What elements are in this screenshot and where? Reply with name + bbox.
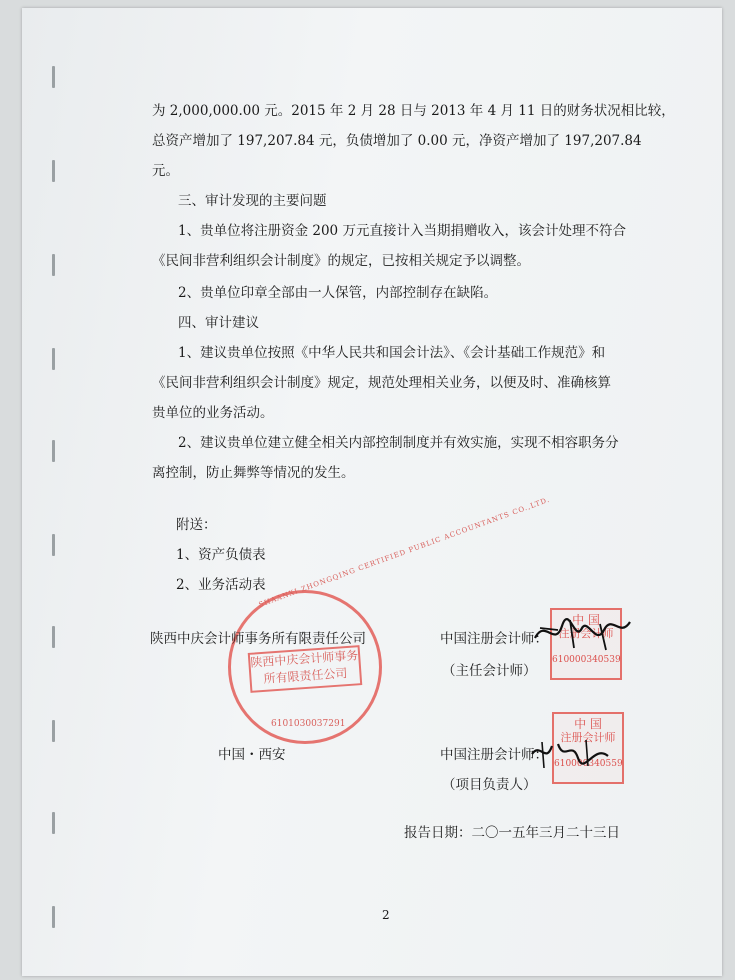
- cpa2-role: （项目负责人）: [442, 777, 537, 793]
- cpa2-seal-number: 610000340559: [554, 759, 623, 769]
- binder-mark: [52, 534, 55, 556]
- paragraph-line: 1、建议贵单位按照《中华人民共和国会计法》、《会计基础工作规范》和: [178, 345, 606, 361]
- firm-seal-number: 6101030037291: [271, 719, 346, 729]
- binder-mark: [52, 812, 55, 834]
- cpa2-seal-subtitle: 注册会计师: [560, 731, 616, 744]
- binder-mark: [52, 160, 55, 182]
- cpa1-seal-title: 中 国: [572, 613, 600, 627]
- firm-seal-ring-text: [258, 601, 262, 609]
- paragraph-line: 总资产增加了 197,207.84 元，负债增加了 0.00 元，净资产增加了 197,207.84: [152, 133, 642, 149]
- cpa2-seal-title: 中 国: [574, 717, 602, 731]
- binder-mark: [52, 348, 55, 370]
- paragraph-line: 《民间非营利组织会计制度》的规定，已按相关规定予以调整。: [152, 253, 530, 269]
- attachment-item: 1、资产负债表: [176, 547, 266, 563]
- paragraph-line: 1、贵单位将注册资金 200 万元直接计入当期捐赠收入，该会计处理不符合: [178, 223, 626, 239]
- binder-mark: [52, 626, 55, 648]
- cpa2-signature: [528, 734, 618, 774]
- firm-name: 陕西中庆会计师事务所有限责任公司: [150, 631, 366, 647]
- page-number: 2: [382, 908, 390, 922]
- paragraph-line: 2、建议贵单位建立健全相关内部控制制度并有效实施，实现不相容职务分: [178, 435, 619, 451]
- firm-seal: [228, 590, 382, 744]
- binder-mark: [52, 440, 55, 462]
- cpa1-seal-subtitle: 注册会计师: [558, 627, 614, 640]
- binder-mark: [52, 720, 55, 742]
- cpa2-label: 中国注册会计师：: [440, 747, 548, 763]
- section-heading: 三、审计发现的主要问题: [178, 193, 327, 209]
- location: 中国・西安: [218, 747, 286, 763]
- report-date: 报告日期：二〇一五年三月二十三日: [404, 825, 620, 841]
- binder-mark: [52, 254, 55, 276]
- section-heading: 四、审计建议: [178, 315, 259, 331]
- cpa1-label: 中国注册会计师：: [440, 631, 548, 647]
- paragraph-line: 元。: [152, 163, 179, 179]
- cpa1-signature: [530, 608, 640, 658]
- attachment-item: 2、业务活动表: [176, 577, 266, 593]
- paragraph-line: 贵单位的业务活动。: [152, 405, 274, 421]
- paragraph-line: 2、贵单位印章全部由一人保管，内部控制存在缺陷。: [178, 285, 498, 301]
- cpa1-seal-number: 610000340539: [552, 655, 621, 665]
- paragraph-line: 《民间非营利组织会计制度》规定，规范处理相关业务，以便及时、准确核算: [152, 375, 611, 391]
- paragraph-line: 为 2,000,000.00 元。2015 年 2 月 28 日与 2013 年 4 月 11 日的财务状况相比较，: [152, 103, 675, 119]
- attachments-label: 附送：: [176, 517, 217, 533]
- binder-mark: [52, 66, 55, 88]
- binder-mark: [52, 906, 55, 928]
- paragraph-line: 离控制，防止舞弊等情况的发生。: [152, 465, 355, 481]
- cpa1-role: （主任会计师）: [442, 663, 537, 679]
- firm-seal-center-text: 陕西中庆会计师事务所有限责任公司: [248, 645, 363, 693]
